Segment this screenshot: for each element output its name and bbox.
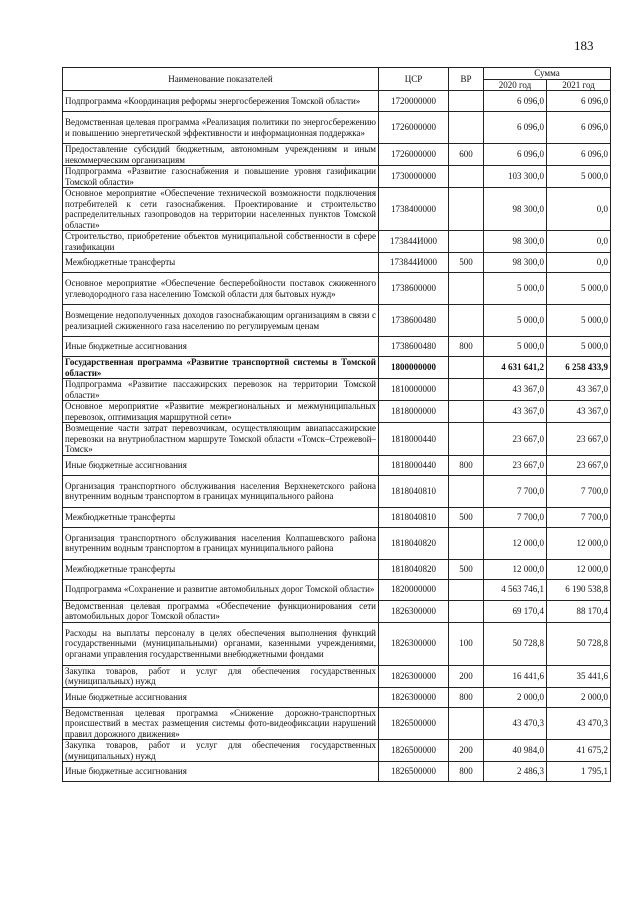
cell-csr: 1826500000 (379, 707, 449, 740)
table-row (63, 357, 611, 379)
table-row (63, 112, 611, 144)
cell-name: Ведомственная целевая программа «Реализация политики по энергосбережению и повышению энергетической эффективности и информационная поддержка» (63, 112, 379, 144)
cell-vr (449, 401, 484, 423)
cell-sum-2021: 35 441,6 (547, 665, 611, 687)
cell-sum-2020: 43 367,0 (484, 401, 547, 423)
cell-vr (449, 231, 484, 253)
cell-sum-2021: 5 000,0 (547, 166, 611, 188)
header-year-2020: 2020 год (484, 79, 547, 91)
cell-sum-2021: 6 190 538,8 (547, 579, 611, 600)
cell-csr: 1820000000 (379, 579, 449, 600)
cell-sum-2020: 12 000,0 (484, 527, 547, 559)
cell-sum-2021: 5 000,0 (547, 337, 611, 357)
cell-csr: 1826300000 (379, 665, 449, 687)
cell-csr: 1818000440 (379, 423, 449, 456)
cell-name: Государственная программа «Развитие транспортной системы в Томской области» (63, 357, 379, 379)
cell-csr: 173844И000 (379, 253, 449, 273)
cell-sum-2021: 6 258 433,9 (547, 357, 611, 379)
table-row (63, 600, 611, 622)
cell-csr: 1800000000 (379, 357, 449, 379)
table-row (63, 337, 611, 357)
page-number: 183 (574, 38, 594, 53)
cell-sum-2020: 16 441,6 (484, 665, 547, 687)
cell-sum-2021: 6 096,0 (547, 112, 611, 144)
cell-vr: 100 (449, 622, 484, 665)
cell-sum-2021: 12 000,0 (547, 559, 611, 579)
cell-sum-2020: 98 300,0 (484, 253, 547, 273)
header-vr: ВР (449, 68, 484, 91)
cell-sum-2021: 41 675,2 (547, 740, 611, 762)
cell-name: Ведомственная целевая программа «Снижение дорожно-транспортных происшествий в местах размещения системы фото-видеофиксации нарушений правил дорожного движения» (63, 707, 379, 740)
cell-vr: 800 (449, 337, 484, 357)
cell-vr: 500 (449, 507, 484, 527)
cell-name: Межбюджетные трансферты (63, 253, 379, 273)
cell-name: Закупка товаров, работ и услуг для обеспечения государственных (муниципальных) нужд (63, 740, 379, 762)
cell-csr: 173844И000 (379, 231, 449, 253)
cell-vr: 600 (449, 144, 484, 166)
table-header (63, 68, 611, 91)
cell-name: Подпрограмма «Сохранение и развитие автомобильных дорог Томской области» (63, 579, 379, 600)
cell-name: Основное мероприятие «Обеспечение технической возможности подключения потребителей к сети газоснабжения. Проектирование и строительство распределительных газопроводов на территории населенных пунктов Томской области» (63, 188, 379, 231)
table-row (63, 707, 611, 740)
cell-sum-2021: 43 367,0 (547, 401, 611, 423)
cell-sum-2021: 5 000,0 (547, 273, 611, 305)
table-row (63, 231, 611, 253)
cell-csr: 1818040820 (379, 559, 449, 579)
cell-vr: 500 (449, 559, 484, 579)
cell-sum-2020: 2 000,0 (484, 687, 547, 707)
cell-sum-2020: 43 367,0 (484, 379, 547, 401)
table-row (63, 762, 611, 782)
cell-csr: 1818000440 (379, 455, 449, 475)
budget-table (62, 67, 611, 782)
cell-sum-2021: 12 000,0 (547, 527, 611, 559)
cell-vr (449, 475, 484, 507)
cell-sum-2020: 50 728,8 (484, 622, 547, 665)
cell-name: Подпрограмма «Координация реформы энергосбережения Томской области» (63, 91, 379, 112)
cell-csr: 1738400000 (379, 188, 449, 231)
cell-sum-2021: 43 470,3 (547, 707, 611, 740)
cell-name: Основное мероприятие «Обеспечение бесперебойности поставок сжиженного углеводородного газа населению Томской области для бытовых нужд» (63, 273, 379, 305)
cell-vr: 800 (449, 455, 484, 475)
cell-csr: 1720000000 (379, 91, 449, 112)
cell-name: Организация транспортного обслуживания населения Верхнекетского района внутренним водным транспортом в границах муниципального района (63, 475, 379, 507)
cell-sum-2021: 6 096,0 (547, 144, 611, 166)
cell-sum-2020: 4 563 746,1 (484, 579, 547, 600)
cell-name: Организация транспортного обслуживания населения Колпашевского района внутренним водным транспортом в границах муниципального района (63, 527, 379, 559)
cell-csr: 1738600480 (379, 337, 449, 357)
cell-vr: 200 (449, 740, 484, 762)
cell-sum-2021: 50 728,8 (547, 622, 611, 665)
cell-vr (449, 600, 484, 622)
cell-csr: 1826500000 (379, 762, 449, 782)
table-row (63, 305, 611, 337)
cell-name: Иные бюджетные ассигнования (63, 337, 379, 357)
cell-vr (449, 273, 484, 305)
cell-vr (449, 707, 484, 740)
table-row (63, 527, 611, 559)
cell-vr (449, 423, 484, 456)
cell-sum-2021: 5 000,0 (547, 305, 611, 337)
table-row (63, 144, 611, 166)
cell-sum-2021: 7 700,0 (547, 507, 611, 527)
cell-sum-2021: 7 700,0 (547, 475, 611, 507)
cell-sum-2021: 0,0 (547, 253, 611, 273)
cell-sum-2020: 5 000,0 (484, 305, 547, 337)
cell-csr: 1826300000 (379, 600, 449, 622)
cell-sum-2020: 7 700,0 (484, 507, 547, 527)
cell-vr (449, 112, 484, 144)
cell-sum-2020: 5 000,0 (484, 273, 547, 305)
cell-name: Иные бюджетные ассигнования (63, 762, 379, 782)
cell-sum-2020: 43 470,3 (484, 707, 547, 740)
cell-csr: 1826500000 (379, 740, 449, 762)
cell-name: Строительство, приобретение объектов муниципальной собственности в сфере газификации (63, 231, 379, 253)
cell-vr: 800 (449, 687, 484, 707)
table-row (63, 188, 611, 231)
cell-csr: 1730000000 (379, 166, 449, 188)
cell-sum-2021: 23 667,0 (547, 455, 611, 475)
cell-vr (449, 579, 484, 600)
table-row (63, 253, 611, 273)
cell-vr (449, 91, 484, 112)
cell-sum-2020: 12 000,0 (484, 559, 547, 579)
cell-sum-2020: 103 300,0 (484, 166, 547, 188)
cell-name: Иные бюджетные ассигнования (63, 687, 379, 707)
table-row (63, 740, 611, 762)
cell-csr: 1738600480 (379, 305, 449, 337)
cell-sum-2021: 23 667,0 (547, 423, 611, 456)
table-row (63, 622, 611, 665)
cell-sum-2021: 0,0 (547, 231, 611, 253)
table-row (63, 379, 611, 401)
cell-name: Иные бюджетные ассигнования (63, 455, 379, 475)
table-row (63, 273, 611, 305)
cell-name: Расходы на выплаты персоналу в целях обеспечения выполнения функций государственными (муниципальными) органами, казенными учреждениями, органами управления государственными внебюджетными фондами (63, 622, 379, 665)
cell-sum-2020: 98 300,0 (484, 188, 547, 231)
cell-sum-2020: 6 096,0 (484, 112, 547, 144)
cell-vr (449, 527, 484, 559)
cell-sum-2020: 6 096,0 (484, 144, 547, 166)
table-body (63, 91, 611, 782)
cell-sum-2021: 0,0 (547, 188, 611, 231)
cell-name: Ведомственная целевая программа «Обеспечение функционирования сети автомобильных дорог Томской области» (63, 600, 379, 622)
cell-sum-2021: 88 170,4 (547, 600, 611, 622)
cell-vr: 500 (449, 253, 484, 273)
table-row (63, 401, 611, 423)
cell-csr: 1818040810 (379, 475, 449, 507)
cell-name: Межбюджетные трансферты (63, 559, 379, 579)
cell-sum-2021: 2 000,0 (547, 687, 611, 707)
cell-name: Предоставление субсидий бюджетным, автономным учреждениям и иным некоммерческим организациям (63, 144, 379, 166)
cell-sum-2020: 2 486,3 (484, 762, 547, 782)
cell-vr (449, 357, 484, 379)
table-row (63, 665, 611, 687)
header-year-2021: 2021 год (547, 79, 611, 91)
table-row (63, 91, 611, 112)
cell-vr: 200 (449, 665, 484, 687)
cell-name: Основное мероприятие «Развитие межрегиональных и межмуниципальных перевозок, оптимизация маршрутной сети» (63, 401, 379, 423)
cell-vr (449, 188, 484, 231)
table-row (63, 455, 611, 475)
header-sum: Сумма (484, 68, 611, 80)
cell-csr: 1826300000 (379, 622, 449, 665)
cell-csr: 1738600000 (379, 273, 449, 305)
header-name: Наименование показателей (63, 68, 379, 91)
table-row (63, 423, 611, 456)
cell-sum-2020: 5 000,0 (484, 337, 547, 357)
cell-sum-2020: 6 096,0 (484, 91, 547, 112)
cell-vr (449, 305, 484, 337)
cell-sum-2020: 40 984,0 (484, 740, 547, 762)
table-row (63, 166, 611, 188)
cell-sum-2020: 23 667,0 (484, 455, 547, 475)
table-row (63, 559, 611, 579)
cell-name: Подпрограмма «Развитие пассажирских перевозок на территории Томской области» (63, 379, 379, 401)
cell-sum-2021: 6 096,0 (547, 91, 611, 112)
table-row (63, 687, 611, 707)
cell-vr (449, 379, 484, 401)
cell-vr (449, 166, 484, 188)
header-csr: ЦСР (379, 68, 449, 91)
table-row (63, 475, 611, 507)
cell-sum-2020: 98 300,0 (484, 231, 547, 253)
cell-csr: 1818000000 (379, 401, 449, 423)
cell-csr: 1826300000 (379, 687, 449, 707)
cell-sum-2021: 1 795,1 (547, 762, 611, 782)
cell-csr: 1726000000 (379, 144, 449, 166)
cell-csr: 1818040820 (379, 527, 449, 559)
cell-name: Закупка товаров, работ и услуг для обеспечения государственных (муниципальных) нужд (63, 665, 379, 687)
cell-name: Подпрограмма «Развитие газоснабжения и повышение уровня газификации Томской области» (63, 166, 379, 188)
cell-name: Возмещение недополученных доходов газоснабжающим организациям в связи с реализацией сжиженного газа населению по регулируемым ценам (63, 305, 379, 337)
cell-sum-2020: 7 700,0 (484, 475, 547, 507)
cell-name: Межбюджетные трансферты (63, 507, 379, 527)
cell-vr: 800 (449, 762, 484, 782)
cell-sum-2021: 43 367,0 (547, 379, 611, 401)
cell-sum-2020: 69 170,4 (484, 600, 547, 622)
table-row (63, 507, 611, 527)
cell-sum-2020: 23 667,0 (484, 423, 547, 456)
cell-csr: 1810000000 (379, 379, 449, 401)
table-row (63, 579, 611, 600)
cell-csr: 1818040810 (379, 507, 449, 527)
cell-sum-2020: 4 631 641,2 (484, 357, 547, 379)
cell-csr: 1726000000 (379, 112, 449, 144)
cell-name: Возмещение части затрат перевозчикам, осуществляющим авиапассажирские перевозки на внутриобластном маршруте Томской области «Томск–Стрежевой–Томск» (63, 423, 379, 456)
